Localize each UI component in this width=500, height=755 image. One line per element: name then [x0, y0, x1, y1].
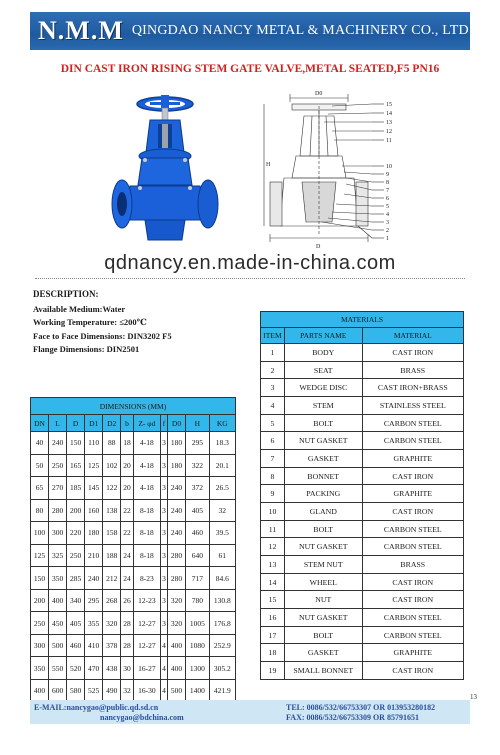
dimension-cell: 200: [67, 499, 85, 522]
dimension-cell: 20: [121, 477, 134, 500]
dimension-cell: 3: [161, 432, 168, 455]
svg-text:5: 5: [386, 204, 389, 210]
dimension-cell: 450: [49, 612, 67, 635]
column-header: H: [186, 415, 210, 432]
svg-text:11: 11: [386, 138, 392, 144]
dimension-cell: 240: [167, 477, 185, 500]
valve-technical-drawing: [262, 86, 427, 258]
dimension-cell: 24: [121, 544, 134, 567]
dimension-cell: 180: [85, 522, 103, 545]
column-header: MATERIAL: [362, 328, 463, 344]
dimension-cell: 61: [209, 544, 235, 567]
dimension-cell: 350: [31, 657, 49, 680]
brand-name: N.M.M: [38, 16, 124, 45]
column-header: DN: [31, 415, 49, 432]
table-row: [31, 657, 236, 680]
dimension-cell: 138: [103, 499, 121, 522]
column-header: PARTS NAME: [284, 328, 362, 344]
dimension-cell: 32: [121, 680, 134, 703]
dotted-divider: [35, 278, 465, 279]
table-row: [261, 344, 464, 362]
dimension-cell: 280: [167, 544, 185, 567]
dimension-cell: 405: [186, 499, 210, 522]
dimension-cell: 50: [31, 454, 49, 477]
table-row: [31, 544, 236, 567]
svg-text:6: 6: [386, 196, 389, 202]
dimension-cell: 410: [85, 634, 103, 657]
dimensions-caption: DIMENSIONS (MM): [31, 398, 236, 415]
material-cell: 12: [261, 538, 285, 556]
dimension-cell: 210: [85, 544, 103, 567]
description-heading: DESCRIPTION:: [33, 289, 99, 299]
dimension-cell: 325: [49, 544, 67, 567]
svg-text:4: 4: [386, 212, 389, 218]
dimension-cell: 18.3: [209, 432, 235, 455]
material-cell: GASKET: [284, 644, 362, 662]
dimension-cell: 125: [31, 544, 49, 567]
svg-text:8: 8: [386, 180, 389, 186]
dimension-cell: 3: [161, 522, 168, 545]
dimension-cell: 1005: [186, 612, 210, 635]
material-cell: BOLT: [284, 520, 362, 538]
dimension-cell: 12-23: [133, 589, 160, 612]
column-header: D0: [167, 415, 185, 432]
dimension-cell: 1080: [186, 634, 210, 657]
material-cell: STAINLESS STEEL: [362, 397, 463, 415]
dimension-cell: 295: [85, 589, 103, 612]
table-row: [31, 567, 236, 590]
dimension-cell: 4-18: [133, 454, 160, 477]
dimension-cell: 550: [49, 657, 67, 680]
dimensions-table: [30, 397, 236, 703]
material-cell: 13: [261, 556, 285, 574]
materials-caption: MATERIALS: [261, 312, 464, 328]
material-cell: GRAPHITE: [362, 450, 463, 468]
material-cell: GRAPHITE: [362, 644, 463, 662]
material-cell: STEM: [284, 397, 362, 415]
dimension-cell: 250: [49, 454, 67, 477]
dimension-cell: 340: [67, 589, 85, 612]
table-row: [31, 612, 236, 635]
svg-text:14: 14: [386, 111, 392, 117]
material-cell: 17: [261, 626, 285, 644]
dimension-cell: 22: [121, 522, 134, 545]
dimension-cell: 525: [85, 680, 103, 703]
dimension-cell: 8-18: [133, 544, 160, 567]
dimension-cell: 100: [31, 522, 49, 545]
svg-text:12: 12: [386, 129, 392, 135]
dimension-cell: 3: [161, 499, 168, 522]
material-cell: GRAPHITE: [362, 485, 463, 503]
material-cell: 3: [261, 379, 285, 397]
material-cell: BOLT: [284, 414, 362, 432]
dimension-cell: 470: [85, 657, 103, 680]
table-row: [261, 573, 464, 591]
dimension-cell: 3: [161, 612, 168, 635]
material-cell: 5: [261, 414, 285, 432]
dimension-cell: 65: [31, 477, 49, 500]
page-number: 13: [470, 693, 477, 701]
material-cell: 7: [261, 450, 285, 468]
table-row: [31, 680, 236, 703]
telephone: TEL: 0086/532/66753307 OR 013953280182: [286, 703, 436, 712]
material-cell: WHEEL: [284, 573, 362, 591]
dimension-cell: 18: [121, 432, 134, 455]
dimension-cell: 405: [67, 612, 85, 635]
dimension-cell: 240: [85, 567, 103, 590]
material-cell: CARBON STEEL: [362, 414, 463, 432]
product-title: DIN CAST IRON RISING STEM GATE VALVE,METAL SEATED,F5 PN16: [60, 63, 440, 75]
dimension-cell: 3: [161, 477, 168, 500]
dimension-cell: 500: [49, 634, 67, 657]
material-cell: CARBON STEEL: [362, 520, 463, 538]
drawing-label-d: D: [316, 244, 321, 250]
dimension-cell: 39.5: [209, 522, 235, 545]
table-row: [31, 522, 236, 545]
material-cell: NUT: [284, 591, 362, 609]
header-banner: [30, 12, 470, 50]
dimension-cell: 252.9: [209, 634, 235, 657]
svg-text:3: 3: [386, 220, 389, 226]
table-row: [261, 556, 464, 574]
svg-text:9: 9: [386, 172, 389, 178]
dimension-cell: 185: [67, 477, 85, 500]
dimension-cell: 4: [161, 634, 168, 657]
dimension-cell: 4: [161, 680, 168, 703]
column-header: D2: [103, 415, 121, 432]
dimension-cell: 295: [186, 432, 210, 455]
dimension-cell: 1400: [186, 680, 210, 703]
dimension-cell: 400: [167, 634, 185, 657]
dimension-cell: 220: [67, 522, 85, 545]
material-cell: NUT GASKET: [284, 538, 362, 556]
column-header: D: [67, 415, 85, 432]
dimension-cell: 250: [31, 612, 49, 635]
column-header: ITEM: [261, 328, 285, 344]
dimension-cell: 145: [85, 477, 103, 500]
dimension-cell: 16-27: [133, 657, 160, 680]
dimension-cell: 640: [186, 544, 210, 567]
dimension-cell: 200: [31, 589, 49, 612]
description-block: [33, 288, 253, 357]
table-row: [261, 538, 464, 556]
dimension-cell: 580: [67, 680, 85, 703]
material-cell: GASKET: [284, 450, 362, 468]
material-cell: CAST IRON: [362, 503, 463, 521]
dimension-cell: 180: [167, 454, 185, 477]
dimension-cell: 320: [103, 612, 121, 635]
dimension-cell: 12-27: [133, 612, 160, 635]
dimension-cell: 16-30: [133, 680, 160, 703]
fax: FAX: 0086/532/66753309 OR 85791651: [286, 713, 419, 722]
valve-photo: [100, 90, 230, 250]
table-row: [261, 467, 464, 485]
dimension-cell: 240: [167, 522, 185, 545]
dimension-cell: 130.8: [209, 589, 235, 612]
material-cell: BRASS: [362, 361, 463, 379]
dimension-cell: 28: [121, 612, 134, 635]
dimension-cell: 285: [67, 567, 85, 590]
dimension-cell: 300: [31, 634, 49, 657]
svg-text:1: 1: [386, 236, 389, 242]
svg-text:13: 13: [386, 120, 392, 126]
dimension-cell: 176.8: [209, 612, 235, 635]
dimension-cell: 28: [121, 634, 134, 657]
table-row: [31, 454, 236, 477]
material-cell: BRASS: [362, 556, 463, 574]
dimension-cell: 3: [161, 567, 168, 590]
dimension-cell: 3: [161, 544, 168, 567]
dimension-cell: 30: [121, 657, 134, 680]
material-cell: BOLT: [284, 626, 362, 644]
email-primary: E-MAIL:nancygao@public.qd.sd.cn: [34, 703, 159, 712]
table-row: [261, 450, 464, 468]
dimension-cell: 520: [67, 657, 85, 680]
description-line: Face to Face Dimensions: DIN3202 F5: [33, 330, 172, 341]
dimension-cell: 8-18: [133, 522, 160, 545]
dimension-cell: 102: [103, 454, 121, 477]
material-cell: 1: [261, 344, 285, 362]
dimension-cell: 717: [186, 567, 210, 590]
material-cell: NUT GASKET: [284, 432, 362, 450]
material-cell: 8: [261, 467, 285, 485]
dimension-cell: 24: [121, 567, 134, 590]
company-name: QINGDAO NANCY METAL & MACHINERY CO., LTD: [131, 23, 469, 38]
dimension-cell: 355: [85, 612, 103, 635]
table-row: [261, 361, 464, 379]
dimension-cell: 212: [103, 567, 121, 590]
material-cell: GLAND: [284, 503, 362, 521]
dimension-cell: 180: [167, 432, 185, 455]
table-row: [261, 503, 464, 521]
material-cell: BODY: [284, 344, 362, 362]
dimension-cell: 20: [121, 454, 134, 477]
column-header: KG: [209, 415, 235, 432]
table-row: [31, 634, 236, 657]
material-cell: CARBON STEEL: [362, 432, 463, 450]
dimension-cell: 165: [67, 454, 85, 477]
dimension-cell: 26.5: [209, 477, 235, 500]
dimension-cell: 270: [49, 477, 67, 500]
material-cell: 4: [261, 397, 285, 415]
material-cell: 6: [261, 432, 285, 450]
dimension-cell: 300: [49, 522, 67, 545]
dimension-cell: 378: [103, 634, 121, 657]
dimension-cell: 460: [67, 634, 85, 657]
dimension-cell: 320: [167, 589, 185, 612]
table-row: [261, 644, 464, 662]
table-row: [261, 609, 464, 627]
table-row: [31, 499, 236, 522]
dimension-cell: 460: [186, 522, 210, 545]
material-cell: 19: [261, 662, 285, 680]
material-cell: STEM NUT: [284, 556, 362, 574]
dimension-cell: 320: [167, 612, 185, 635]
dimension-cell: 250: [67, 544, 85, 567]
dimension-cell: 4: [161, 657, 168, 680]
dimension-cell: 26: [121, 589, 134, 612]
svg-text:10: 10: [386, 164, 392, 170]
material-cell: CAST IRON+BRASS: [362, 379, 463, 397]
material-cell: WEDGE DISC: [284, 379, 362, 397]
dimension-cell: 3: [161, 454, 168, 477]
dimension-cell: 160: [85, 499, 103, 522]
dimension-cell: 4-18: [133, 432, 160, 455]
dimension-cell: 350: [49, 567, 67, 590]
material-cell: CARBON STEEL: [362, 609, 463, 627]
dimension-cell: 4-18: [133, 477, 160, 500]
dimension-cell: 40: [31, 432, 49, 455]
column-header: b: [121, 415, 134, 432]
svg-text:7: 7: [386, 188, 389, 194]
dimension-cell: 158: [103, 522, 121, 545]
material-cell: CAST IRON: [362, 591, 463, 609]
material-cell: SMALL BONNET: [284, 662, 362, 680]
dimension-cell: 22: [121, 499, 134, 522]
dimension-cell: 305.2: [209, 657, 235, 680]
contact-footer: [30, 700, 470, 724]
dimension-cell: 8-18: [133, 499, 160, 522]
dimension-cell: 372: [186, 477, 210, 500]
drawing-label-d0: D0: [315, 91, 323, 97]
dimension-cell: 240: [49, 432, 67, 455]
table-row: [261, 591, 464, 609]
description-line: Flange Dimensions: DIN2501: [33, 344, 140, 354]
description-line: Available Medium:Water: [33, 303, 126, 314]
dimension-cell: 150: [31, 567, 49, 590]
dimension-cell: 780: [186, 589, 210, 612]
svg-text:15: 15: [386, 102, 392, 108]
dimension-cell: 8-23: [133, 567, 160, 590]
table-row: [261, 485, 464, 503]
dimension-cell: 20.1: [209, 454, 235, 477]
column-header: f: [161, 415, 168, 432]
dimension-cell: 32: [209, 499, 235, 522]
dimension-cell: 125: [85, 454, 103, 477]
dimension-cell: 600: [49, 680, 67, 703]
dimension-cell: 110: [85, 432, 103, 455]
material-cell: 15: [261, 591, 285, 609]
dimension-cell: 400: [49, 589, 67, 612]
dimension-cell: 188: [103, 544, 121, 567]
website-url: qdnancy.en.made-in-china.com: [104, 252, 396, 274]
email-secondary: nancygao@bdchina.com: [100, 713, 184, 722]
dimension-cell: 80: [31, 499, 49, 522]
table-row: [261, 379, 464, 397]
material-cell: 9: [261, 485, 285, 503]
table-row: [261, 626, 464, 644]
dimension-cell: 84.6: [209, 567, 235, 590]
materials-table: [260, 311, 464, 680]
dimension-cell: 150: [67, 432, 85, 455]
dimension-cell: 280: [167, 567, 185, 590]
dimension-cell: 12-27: [133, 634, 160, 657]
dimension-cell: 1300: [186, 657, 210, 680]
column-header: Z- φd: [133, 415, 160, 432]
dimension-cell: 122: [103, 477, 121, 500]
dimension-cell: 438: [103, 657, 121, 680]
table-row: [31, 589, 236, 612]
svg-text:2: 2: [386, 228, 389, 234]
description-line: Working Temperature: ≤200℃: [33, 317, 147, 327]
column-header: D1: [85, 415, 103, 432]
dimension-cell: 490: [103, 680, 121, 703]
dimension-cell: 322: [186, 454, 210, 477]
dimension-cell: 3: [161, 589, 168, 612]
table-row: [261, 397, 464, 415]
material-cell: CAST IRON: [362, 344, 463, 362]
dimension-cell: 240: [167, 499, 185, 522]
dimension-cell: 88: [103, 432, 121, 455]
table-row: [261, 432, 464, 450]
dimension-cell: 421.9: [209, 680, 235, 703]
table-row: [261, 662, 464, 680]
material-cell: BONNET: [284, 467, 362, 485]
material-cell: SEAT: [284, 361, 362, 379]
table-row: [31, 432, 236, 455]
material-cell: 18: [261, 644, 285, 662]
material-cell: CARBON STEEL: [362, 538, 463, 556]
dimension-cell: 280: [49, 499, 67, 522]
table-row: [261, 414, 464, 432]
material-cell: CAST IRON: [362, 662, 463, 680]
material-cell: CAST IRON: [362, 573, 463, 591]
dimension-cell: 500: [167, 680, 185, 703]
material-cell: 14: [261, 573, 285, 591]
material-cell: CARBON STEEL: [362, 626, 463, 644]
dimension-cell: 400: [31, 680, 49, 703]
material-cell: NUT GASKET: [284, 609, 362, 627]
table-row: [31, 477, 236, 500]
material-cell: PACKING: [284, 485, 362, 503]
material-cell: 11: [261, 520, 285, 538]
column-header: L: [49, 415, 67, 432]
dimension-cell: 268: [103, 589, 121, 612]
material-cell: 16: [261, 609, 285, 627]
material-cell: 10: [261, 503, 285, 521]
material-cell: 2: [261, 361, 285, 379]
material-cell: CAST IRON: [362, 467, 463, 485]
table-row: [261, 520, 464, 538]
dimension-cell: 400: [167, 657, 185, 680]
drawing-label-h: H: [266, 162, 271, 168]
